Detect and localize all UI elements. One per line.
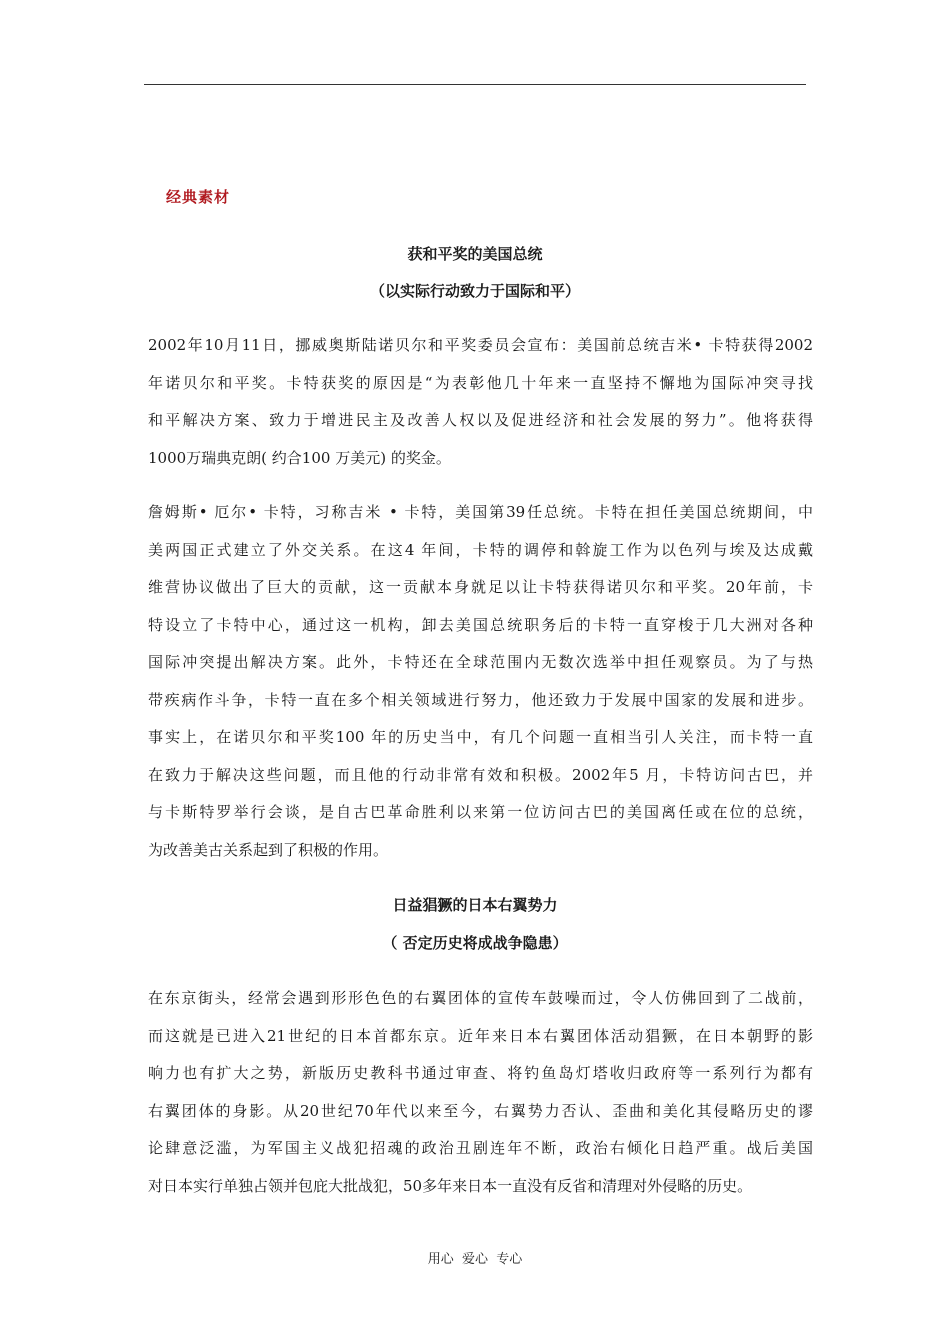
section-label: 经典素材 (166, 188, 231, 206)
article1-paragraph-2 (148, 494, 813, 869)
header-rule (144, 84, 806, 85)
text-line: 和平解决方案、致力于增进民主及改善人权以及促进经济和社会发展的努力”。他将获得 (148, 411, 813, 429)
text-line: 2002年10月11日，挪威奥斯陆诺贝尔和平奖委员会宣布：美国前总统吉米• 卡特获得2002 (148, 336, 813, 354)
text-line: 维营协议做出了巨大的贡献，这一贡献本身就足以让卡特获得诺贝尔和平奖。20年前，卡 (148, 578, 813, 596)
text-line: 事实上，在诺贝尔和平奖100 年的历史当中，有几个问题一直相当引人关注，而卡特一直 (148, 728, 813, 746)
text-line: 年诺贝尔和平奖。卡特获奖的原因是“为表彰他几十年来一直坚持不懈地为国际冲突寻找 (148, 373, 813, 392)
article2-title: 日益猖獗的日本右翼势力 (392, 896, 558, 914)
text-line: 特设立了卡特中心，通过这一机构，卸去美国总统职务后的卡特一直穿梭于几大洲对各种 (148, 615, 813, 634)
text-line: 为改善美古关系起到了积极的作用。 (148, 840, 389, 859)
text-line: 响力也有扩大之势，新版历史教科书通过审查、将钓鱼岛灯塔收归政府等一系列行为都有 (148, 1064, 813, 1082)
text-line: 詹姆斯• 厄尔• 卡特，习称吉米 • 卡特，美国第39任总统。卡特在担任美国总统期间，中 (148, 503, 813, 521)
text-line: 右翼团体的身影。从20世纪70年代以来至今，右翼势力否认、歪曲和美化其侵略历史的谬 (148, 1101, 813, 1120)
article1-subtitle: （以实际行动致力于国际和平） (369, 282, 580, 300)
article1-title: 获和平奖的美国总统 (407, 245, 543, 263)
article2-subtitle: （ 否定历史将成战争隐患） (382, 934, 568, 952)
text-line: 带疾病作斗争，卡特一直在多个相关领域进行努力，他还致力于发展中国家的发展和进步。 (148, 690, 813, 709)
article2-paragraph-1 (148, 980, 813, 1205)
page-footer: 用心 爱心 专心 (427, 1252, 523, 1267)
text-line: 与卡斯特罗举行会谈，是自古巴革命胜利以来第一位访问古巴的美国离任或在位的总统， (148, 803, 813, 821)
text-line: 国际冲突提出解决方案。此外，卡特还在全球范围内无数次选举中担任观察员。为了与热 (148, 653, 813, 671)
text-line: 在东京街头，经常会遇到形形色色的右翼团体的宣传车鼓噪而过，令人仿佛回到了二战前， (148, 989, 813, 1007)
article1-paragraph-1 (148, 327, 813, 477)
text-line: 对日本实行单独占领并包庇大批战犯，50多年来日本一直没有反省和清理对外侵略的历史。 (148, 1176, 753, 1195)
text-line: 论肆意泛滥，为军国主义战犯招魂的政治丑剧连年不断，政治右倾化日趋严重。战后美国 (148, 1139, 813, 1157)
text-line: 美两国正式建立了外交关系。在这4 年间，卡特的调停和斡旋工作为以色列与埃及达成戴 (148, 540, 813, 559)
text-line: 而这就是已进入21世纪的日本首都东京。近年来日本右翼团体活动猖獗，在日本朝野的影 (148, 1026, 813, 1045)
text-line: 1000万瑞典克朗( 约合100 万美元) 的奖金。 (148, 448, 451, 467)
text-line: 在致力于解决这些问题，而且他的行动非常有效和积极。2002年5 月，卡特访问古巴，并 (148, 765, 813, 784)
